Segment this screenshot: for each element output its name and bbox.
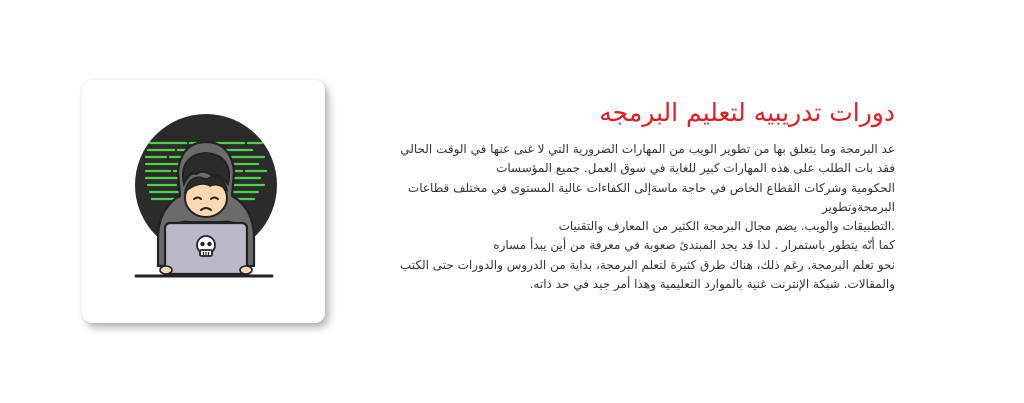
paragraph-line: .التطبيقات والويب. يضم مجال البرمجة الكثير من المعارف والتقنيات [558,219,895,234]
paragraph-line: عد البرمجة وما يتعلق بها من تطوير الويب من المهارات الضرورية التي لا غنى عنها في الوقت الحالي [400,142,895,156]
paragraph-line: والمقالات. شبكة الإنترنت غنية بالموارد التعليمية وهذا أمر جيد في حد ذاته. [529,277,895,292]
paragraph-line: فقد بات الطلب على هذه المهارات كبير للغاية في سوق العمل. جميع المؤسسات [496,161,895,176]
hacker-laptop-illustration [82,80,325,323]
illustration-card [82,80,325,323]
paragraph-line: البرمجةوتطوير [822,199,895,214]
paragraph-line: نحو تعلم البرمجة. رغم ذلك، هناك طرق كثيرة لتعلم البرمجة، بداية من الدروس والدورات حتى الكتب [399,257,895,272]
paragraph-line: الحكومية وشركات القطاع الخاص في حاجة ماسةإلى الكفاءات عالية المستوى في مختلف قطاعات [407,180,895,195]
course-description [380,96,895,294]
section-title: دورات تدريبيه لتعليم البرمجه [599,98,895,127]
paragraph-line: كما أنّه يتطور باستمرار . لذا قد يجد المبتدئ صعوبة في معرفة من أين يبدأ مساره [493,238,895,253]
skull-icon [197,236,215,256]
